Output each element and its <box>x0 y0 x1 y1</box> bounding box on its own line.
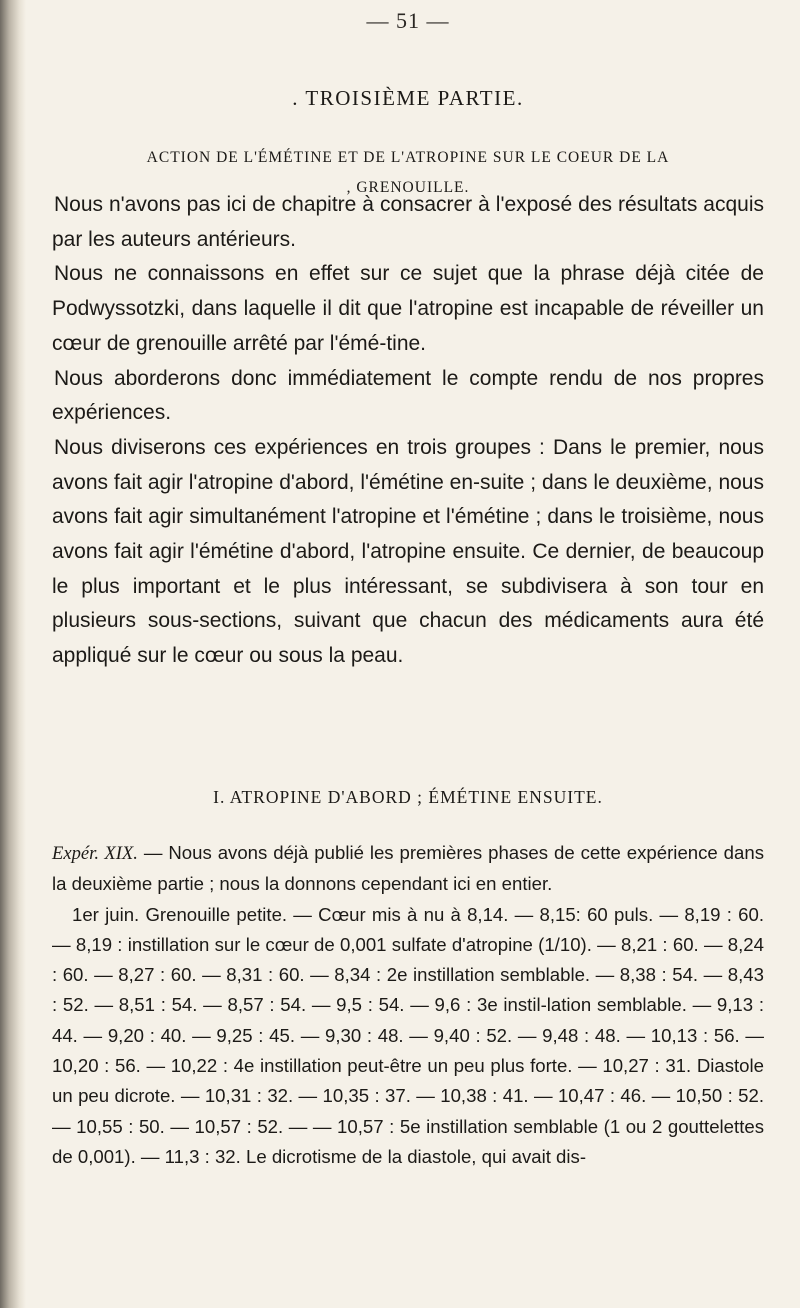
experiment-intro-text: — Nous avons déjà publié les premières phases de cette expérience dans la deuxième partie ; nous la donnons cependant ici en entier. <box>52 842 764 895</box>
section-heading-line-2: , GRENOUILLE. <box>346 179 470 196</box>
section-heading-line-1: ACTION DE L'ÉMÉTINE ET DE L'ATROPINE SUR LE COEUR DE LA <box>146 149 670 166</box>
intro-paragraph: Nous n'avons pas ici de chapitre à consacrer à l'exposé des résultats acquis par les auteurs antérieurs. <box>52 193 764 251</box>
experiment-reference: Expér. XIX. <box>52 843 138 864</box>
experiment-intro <box>52 838 764 900</box>
intro-paragraph: Nous diviserons ces expériences en trois groupes : Dans le premier, nous avons fait agir l'atropine d'abord, l'émétine en-suite ; dans le deuxième, nous avons fait agir simultanément l'atropine et l'émétine ; dans le troisième, nous avons fait agir l'émétine d'abord, l'atropine ensuite. Ce dernier, de beaucoup le plus important et le plus intéressant, se subdivisera à son tour en plusieurs sous-sections, suivant que chacun des médicaments aura été appliqué sur le cœur ou sous la peau. <box>52 435 764 668</box>
intro-paragraph: Nous ne connaissons en effet sur ce sujet que la phrase déjà citée de Podwyssotzki, dans laquelle il dit que l'atropine est incapable de réveiller un cœur de grenouille arrêté par l'émé-tine. <box>52 262 764 355</box>
introduction-text <box>52 188 764 674</box>
page-binding-shadow <box>0 0 26 1308</box>
page-number: — 51 — <box>366 8 450 33</box>
subsection-title: I. ATROPINE D'ABORD ; ÉMÉTINE ENSUITE. <box>213 787 603 807</box>
experiment-record <box>52 838 764 1172</box>
experiment-log: 1er juin. Grenouille petite. — Cœur mis à nu à 8,14. — 8,15: 60 puls. — 8,19 : 60. — 8,19 : instillation sur le cœur de 0,001 sulfate d'atropine (1/10). — 8,21 : 60. — 8,24 : 60. — 8,27 : 60. — 8,31 : 60. — 8,34 : 2e instillation semblable. — 8,38 : 54. — 8,43 : 52. — 8,51 : 54. — 8,57 : 54. — 9,5 : 54. — 9,6 : 3e instil-lation semblable. — 9,13 : 44. — 9,20 : 40. — 9,25 : 45. — 9,30 : 48. — 9,40 : 52. — 9,48 : 48. — 10,13 : 56. — 10,20 : 56. — 10,22 : 4e instillation peut-être un peu plus forte. — 10,27 : 31. Diastole un peu dicrote. — 10,31 : 32. — 10,35 : 37. — 10,38 : 41. — 10,47 : 46. — 10,50 : 52. — 10,55 : 50. — 10,57 : 52. — — 10,57 : 5e instillation semblable (1 ou 2 gouttelettes de 0,001). — 11,3 : 32. Le dicrotisme de la diastole, qui avait dis- <box>52 903 764 1167</box>
intro-paragraph: Nous aborderons donc immédiatement le compte rendu de nos propres expériences. <box>52 366 764 425</box>
book-page <box>52 0 764 1308</box>
part-title: . TROISIÈME PARTIE. <box>292 86 524 110</box>
